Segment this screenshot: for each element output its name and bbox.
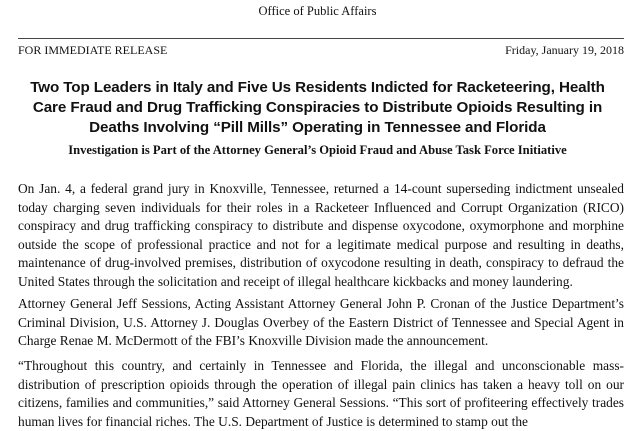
body-paragraph: “Throughout this country, and certainly in Tennessee and Florida, the illegal and unconscionable mass-distribution of prescription opioids through the operation of illegal pain clinics has taken a heavy toll on our citizens, families and communities,” said Attorney General Sessions. “This sort of profiteering effectively trades human lives for financial riches. The U.S. Department of Justice is determined to stamp out the bbox=[18, 358, 624, 429]
release-label: FOR IMMEDIATE RELEASE bbox=[18, 43, 168, 57]
body-paragraph: Attorney General Jeff Sessions, Acting Assistant Attorney General John P. Cronan of the Justice Department’s Criminal Division, U.S. Attorney J. Douglas Overbey of the Eastern District of Tennessee and Special Agent in Charge Renae M. McDermott of the FBI’s Knoxville Division made the announcement. bbox=[18, 296, 624, 349]
release-row bbox=[18, 38, 624, 58]
body-paragraph: On Jan. 4, a federal grand jury in Knoxville, Tennessee, returned a 14-count superseding indictment unsealed today charging seven individuals for their roles in a Racketeer Influenced and Corrupt Organization (RICO) conspiracy and drug trafficking conspiracy to distribute and dispense oxycodone, oxymorphone and morphine outside the scope of professional practice and not for a legitimate medical purpose and resulting in deaths, maintenance of drug-involved premises, distribution of oxycodone resulting in death, conspiracy to defraud the United States through the solicitation and receipt of illegal healthcare kickbacks and money laundering. bbox=[18, 181, 624, 289]
office-name: Office of Public Affairs bbox=[258, 4, 377, 18]
subheadline: Investigation is Part of the Attorney General’s Opioid Fraud and Abuse Task Force Initiative bbox=[68, 143, 567, 157]
release-date: Friday, January 19, 2018 bbox=[505, 43, 624, 57]
headline: Two Top Leaders in Italy and Five Us Residents Indicted for Racketeering, Health Care Fraud and Drug Trafficking Conspiracies to Distribute Opioids Resulting in Deaths Involving “Pill Mills” Operating in Tennessee and Florida bbox=[30, 79, 605, 136]
